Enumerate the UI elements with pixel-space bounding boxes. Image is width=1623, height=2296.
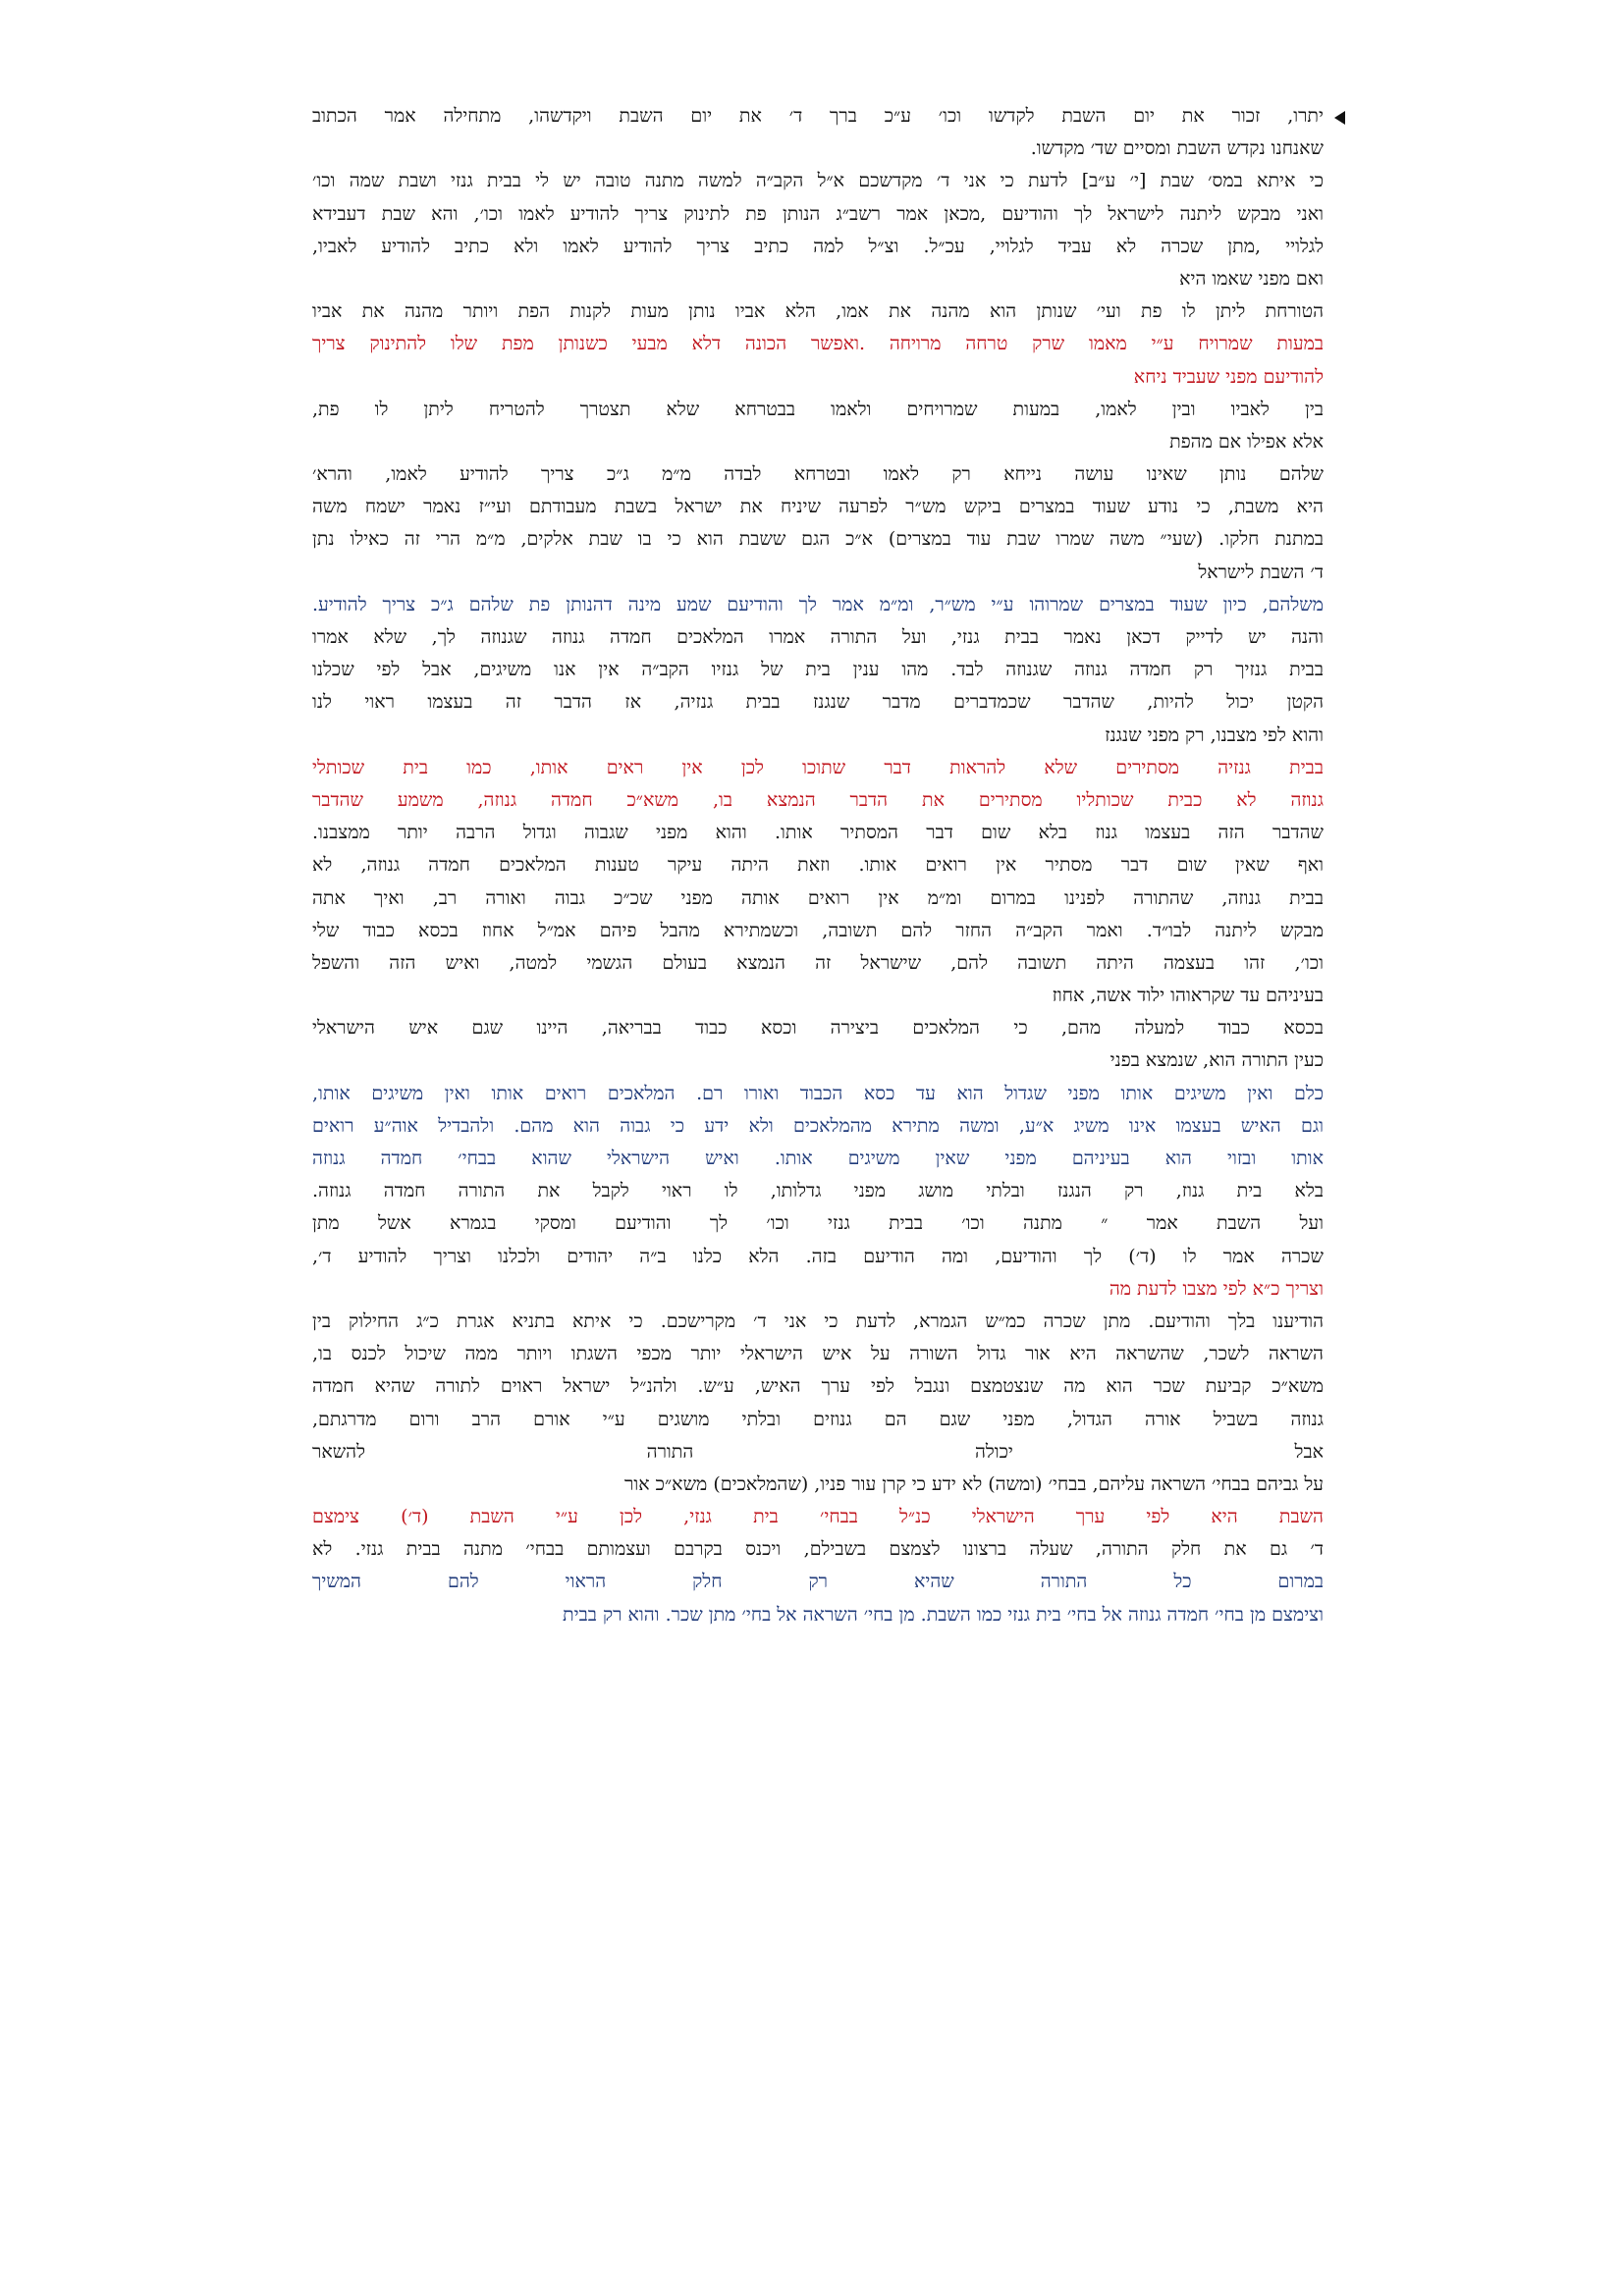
text-line: היא משבת, כי נודע שעוד במצרים ביקש מש״ר לפרעה שיניח את ישראל בשבת מעבודתם ועי״ז נאמר ישמח משה bbox=[312, 496, 1324, 518]
text-line: בבית גנוזה, שהתורה לפנינו במרום ומ״מ אין רואים אותה מפני שכ״כ גבוה ואורה רב, ואיך אתה bbox=[312, 886, 1324, 909]
text-line: הטורחת ליתן לו פת ועי׳ שנותן הוא מהנה את אמו, הלא אביו נותן מעות לקנות הפת ויותר מהנה את אביו bbox=[312, 300, 1324, 323]
text-line: במתנת חלקו. (שעי״ משה שמרו שבת עוד במצרים) א״כ הגם ששבת הוא כי בו שבת אלקים, מ״מ הרי זה כאילו נתן bbox=[312, 528, 1324, 551]
text-line: שכרה אמר לו (ד׳) לך והודיעם, ומה הודיעם בזה. הלא כלנו ב״ה יהודים ולכלנו וצריך להודיע ד׳, bbox=[312, 1245, 1324, 1267]
text-line: שלהם נותן שאינו עושה נייחא רק לאמו ובטרחא לבדה מ״מ ג״כ צריך להודיע לאמו, והרא׳ bbox=[312, 463, 1324, 486]
text-line: כלם ואין משיגים אותו מפני שגדול הוא עד כסא הכבוד ואורו רם. המלאכים רואים אותו ואין משיגים אותו, bbox=[312, 1082, 1324, 1104]
text-line: בבית גנזיך רק חמדה גנוזה שגנוזה לבד. מהו ענין בית של גנזיו הקב״ה אין אנו משיגים, אבל לפי שכלנו bbox=[312, 659, 1324, 681]
text-line: אלא אפילו אם מהפת bbox=[1169, 430, 1324, 453]
text-line: על גביהם בבחי׳ השראה עליהם, בבחי׳ (ומשה) לא ידע כי קרן עור פניו, (שהמלאכים) משא״כ אור bbox=[624, 1472, 1324, 1495]
text-line: כעין התורה הוא, שנמצא בפני bbox=[1109, 1049, 1324, 1072]
text-line: יתרו, זכור את יום השבת לקדשו וכו׳ ע״כ ברך ד׳ את יום השבת ויקדשהו, מתחילה אמר הכתוב bbox=[312, 100, 1324, 133]
text-line: השבת היא לפי ערך הישראלי כנ״ל בבחי׳ בית גנזי, לכן ע״י השבת (ד׳) צימצם bbox=[312, 1506, 1324, 1528]
text-line: וגם האיש בעצמו אינו משיג א״ע, ומשה מתירא מהמלאכים ולא ידע כי גבוה הוא מהם. ולהבדיל אוה״ע רואים bbox=[312, 1114, 1324, 1137]
text-line: בעיניהם עד שקראוהו ילוד אשה, אחוז bbox=[1052, 985, 1324, 1007]
text-line: והנה יש לדייק דכאן נאמר בבית גנזי, ועל התורה אמרו המלאכים חמדה גנוזה שגנוזה לך, שלא אמרו bbox=[312, 626, 1324, 648]
text-line: והוא לפי מצבנו, רק מפני שנגנז bbox=[1105, 723, 1324, 746]
text-line: בלא בית גנוז, רק הנגנז ובלתי מושג מפני גדלותו, לו ראוי לקבל את התורה חמדה גנוזה. bbox=[312, 1180, 1324, 1202]
text-line: שהדבר הזה בעצמו גנוז בלא שום דבר המסתיר אותו. והוא מפני שגבוה וגדול הרבה יותר ממצבנו. bbox=[312, 822, 1324, 844]
text-line: גנוזה בשביל אורה הגדול, מפני שגם הם גנוזים ובלתי מושגים ע״י אורם הרב ורום מדרגתם, bbox=[312, 1408, 1324, 1430]
text-line: וצריך כ״א לפי מצבו לדעת מה bbox=[1109, 1277, 1324, 1300]
text-line: בין לאביו ובין לאמו, במעות שמרויחים ולאמו בבטרחא שלא תצטרך להטריח ליתן לו פת, bbox=[312, 398, 1324, 420]
text-line: ד׳ השבת לישראל bbox=[1198, 561, 1324, 583]
bullet-arrow-icon bbox=[1334, 111, 1345, 125]
text-line: ד׳ גם את חלק התורה, שעלה ברצונו לצמצם בשבילם, ויכנס בקרבם ועצמותם בבחי׳ מתנה בבית גנזי. לא bbox=[312, 1538, 1324, 1561]
text-line: הקטן יכול להיות, שהדבר שכמדברים מדבר שנגנז בבית גנזיה, אז הדבר זה בעצמו ראוי לנו bbox=[312, 691, 1324, 714]
text-line: ואם מפני שאמו היא bbox=[1179, 267, 1324, 290]
text-line: להודיעם מפני שעביד ניחא bbox=[1133, 365, 1324, 388]
text-line: משא״כ קביעת שכר הוא מה שנצטמצם ונגבל לפי ערך האיש, ע״ש. ולהנ״ל ישראל ראוים לתורה שהיא חמדה bbox=[312, 1375, 1324, 1398]
text-line: במרום כל התורה שהיא רק חלק הראוי להם המשיך bbox=[312, 1571, 1324, 1593]
text-line: אבל יכולה התורה להשאר bbox=[312, 1440, 1324, 1463]
text-line: מבקש ליתנה לבו״ד. ואמר הקב״ה החזר להם תשובה, וכשמתירא מהבל פיהם אמ״ל אחוז בכסא כבוד שלי bbox=[312, 919, 1324, 941]
text-line: גנוזה לא כבית שכותליו מסתירים את הדבר הנמצא בו, משא״כ חמדה גנוזה, משמע שהדבר bbox=[312, 788, 1324, 811]
text-line: בכסא כבוד למעלה מהם, כי המלאכים ביצירה וכסא כבוד בבריאה, היינו שגם איש הישראלי bbox=[312, 1017, 1324, 1040]
text-line: משלהם, כיון שעוד במצרים שמרוהו ע״י מש״ר, ומ״מ אמר לך והודיעם שמע מינה דהנותן פת שלהם ג״כ צריך להודיע. bbox=[312, 593, 1324, 615]
text-line: לגלויי ,מתן שכרה לא עביד לגלויי, עכ״ל. וצ״ל למה כתיב צריך להודיע לאמו ולא כתיב להודיע לאביו, bbox=[312, 235, 1324, 257]
text-line: ואף שאין שום דבר מסתיר אין רואים אותו. וזאת היתה עיקר טענות המלאכים חמדה גנוזה, לא bbox=[312, 854, 1324, 877]
text-line: השראה לשכר, שהשראה היא אור גדול השורה על איש הישראלי יותר מכפי השגתו ויותר ממה שיכול לכנס בו, bbox=[312, 1343, 1324, 1365]
text-line: ואני מבקש ליתנה לישראל לך והודיעם ,מכאן אמר רשב״ג הנותן פת לתינוק צריך להודיע לאמו וכו׳, והא שבת דעבידא bbox=[312, 202, 1324, 225]
text-line: שאנחנו נקדש השבת ומסיים שד׳ מקדשו. bbox=[1030, 137, 1324, 160]
text-line: אותו ובזוי הוא בעיניהם מפני שאין משיגים אותו. ואיש הישראלי שהוא בבחי׳ חמדה גנוזה bbox=[312, 1148, 1324, 1169]
text-line: בבית גנזיה מסתירים שלא להראות דבר שתוכו לכן אין ראים אותו, כמו בית שכותלי bbox=[312, 756, 1324, 778]
text-line: הודיענו בלך והודיעם. מתן שכרה כמ״ש הגמרא, לדעת כי אני ד׳ מקרישכם. כי איתא בתניא אגרת כ״ג החילוק בין bbox=[312, 1309, 1324, 1332]
text-line: וצימצם מן בחי׳ חמדה גנוזה אל בחי׳ בית גנזי כמו השבת. מן בחי׳ השראה אל בחי׳ מתן שכר. והוא רק בבית bbox=[563, 1603, 1324, 1626]
text-line: וכו׳, זהו בעצמה היתה תשובה להם, שישראל זה הנמצא בעולם הגשמי למטה, ואיש הזה והשפל bbox=[312, 951, 1324, 974]
text-line: כי איתא במס׳ שבת [י׳ ע״ב] לדעת כי אני ד׳ מקדשכם א״ל הקב״ה למשה מתנה טובה יש לי בבית גנזי ושבת שמה וכו׳ bbox=[312, 170, 1324, 192]
text-line: במעות שמרויח ע״י מאמו שרק טרחה מרויחה .ואפשר הכונה דלא מבעי כשנותן מפת שלו להתינוק צריך bbox=[312, 333, 1324, 355]
text-line: ועל השבת אמר ״ מתנה וכו׳ בבית גנזי וכו׳ לך והודיעם ומסקי בגמרא אשל מתן bbox=[312, 1212, 1324, 1235]
manuscript-text bbox=[312, 100, 1324, 1631]
